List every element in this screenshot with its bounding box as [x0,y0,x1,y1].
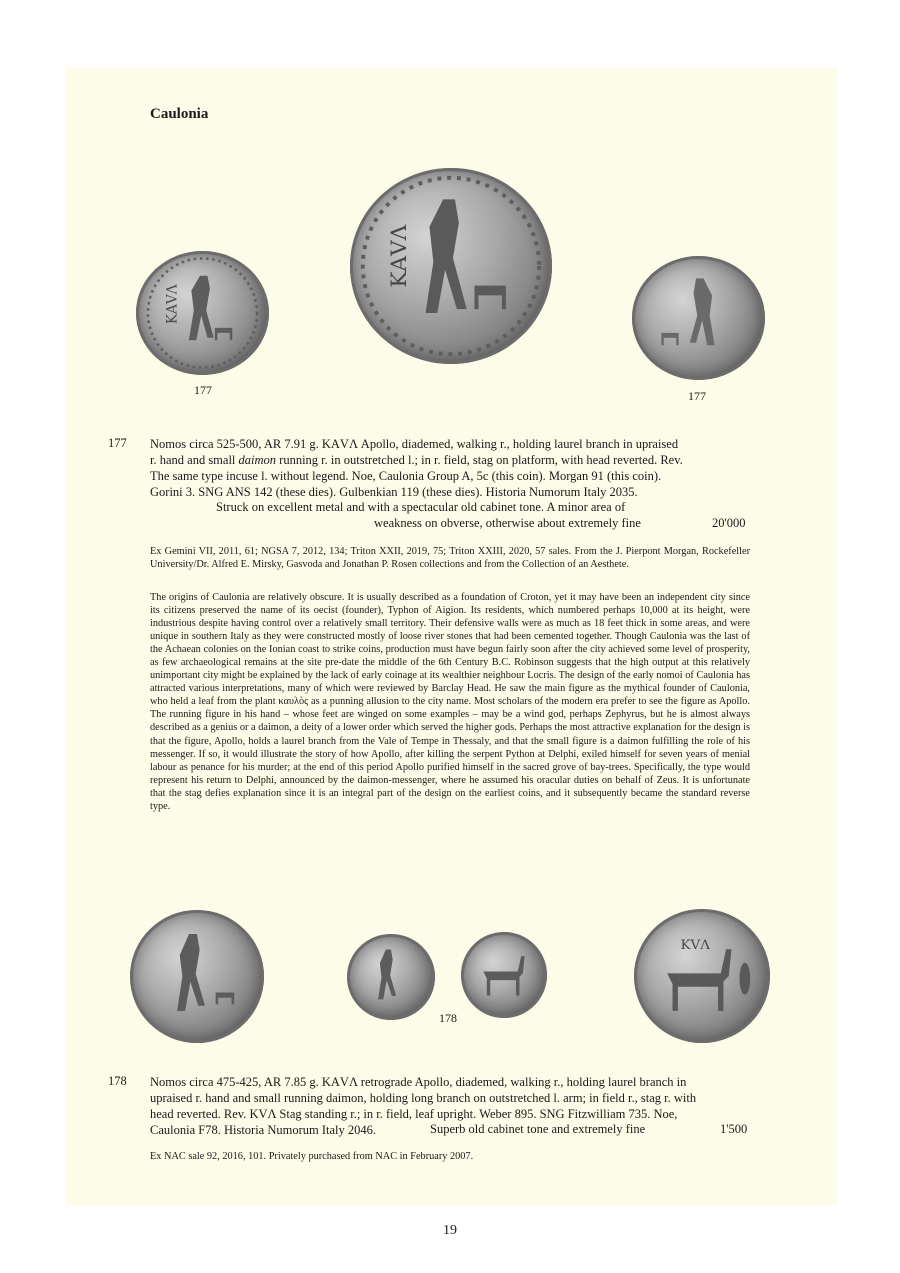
text-run: running r. in outstretched l.; in r. field, stag on platform, with head reverted. Rev. [276,453,683,467]
image-label: 178 [439,1011,457,1025]
coin-177-obverse-large [350,168,552,364]
svg-text:ΚΑVΛ: ΚΑVΛ [386,224,412,288]
description-line: Caulonia F78. Historia Numorum Italy 2046. [150,1123,377,1137]
description-line: upraised r. hand and small running daimon, holding long branch on outstretched l. arm; in field r., stag r. with [150,1091,697,1105]
apollo-figure-icon [347,934,435,1020]
section-heading: Caulonia [150,106,209,122]
description-line: Nomos circa 475-425, AR 7.85 g. ΚΑVΛ retrograde Apollo, diademed, walking r., holding laurel branch in [150,1075,687,1089]
image-label: 177 [688,389,706,403]
apollo-figure-icon [136,251,269,375]
text-run: r. hand and small [150,453,239,467]
grade-line: weakness on obverse, otherwise about extremely fine [374,516,641,530]
description-line: head reverted. Rev. ΚVΛ Stag standing r.; in r. field, leaf upright. Weber 895. SNG Fitzwilliam 735. Noe, [150,1107,678,1121]
coin-178-obverse-large [130,910,264,1043]
svg-text:ΚVΛ: ΚVΛ [680,938,710,954]
lot-number: 178 [108,1074,127,1088]
description-line: The same type incuse l. without legend. Noe, Caulonia Group A, 5c (this coin). Morgan 91 (this coin). [150,469,662,483]
coin-177-reverse [632,256,765,380]
grade-line: Struck on excellent metal and with a spectacular old cabinet tone. A minor area of [216,500,626,514]
lot-number: 177 [108,436,127,450]
stag-icon [634,909,770,1043]
coin-178-obverse-small [347,934,435,1020]
image-label: 177 [194,383,212,397]
incuse-figure-icon [632,256,765,380]
apollo-figure-icon [350,168,552,364]
grade-line: Superb old cabinet tone and extremely fine [430,1122,646,1136]
estimate-price: 1'500 [720,1122,748,1136]
stag-icon [461,932,547,1018]
apollo-figure-icon [130,910,264,1043]
estimate-price: 20'000 [712,516,746,530]
description-line: Nomos circa 525-500, AR 7.91 g. ΚΑVΛ Apollo, diademed, walking r., holding laurel branch in upraised [150,437,679,451]
daimon-italic: daimon [238,453,277,467]
coin-177-obverse-small [136,251,269,375]
coin-178-reverse-large [634,909,770,1043]
provenance: Ex Gemini VII, 2011, 61; NGSA 7, 2012, 134; Triton XXII, 2019, 75; Triton XXIII, 2020, 57 sales. From the J. Pierpont Morgan, Rockefeller University/Dr. Alfred E. Mirsky, Gasvoda and Jonathan P. Rosen collections and from the Collection of an Aesthete. [150,546,750,570]
description-line: Gorini 3. SNG ANS 142 (these dies). Gulbenkian 119 (these dies). Historia Numorum Italy 2035. [150,485,638,499]
provenance: Ex NAC sale 92, 2016, 101. Privately purchased from NAC in February 2007. [150,1151,474,1162]
essay: The origins of Caulonia are relatively obscure. It is usually described as a foundation of Croton, yet it may have been an independent city since its citizens preserved the name of its oecist (founder), Typhon of Aigion. Its residents, which numbered perhaps 10,000 at its height, were industrious despite having control over a relatively small territory. Their defensive walls were as much as 18 feet thick in some areas, and were unique in southern Italy as they were constructed mostly of loose river stones that had been cemented together. Though Caulonia was the last of the Achaean colonies on the Ionian coast to strike coins, production must have begun fairly soon after the city achieved some level of prosperity, as few archaeological remains at the site pre-date the middle of the 6th Century B.C. Robinson suggests that the high output at this relatively unimportant city might be explained by the lack of early coinage at its wealthier neighbour Locris. The design of the early nomoi of Caulonia has attracted various interpretations, many of which were reviewed by Barclay Head. He saw the main figure as the mythical founder of Caulonia, who held a leaf from the plant καυλὸς as a punning allusion to the city name. Most scholars of the modern era prefer to see the figure as Apollo. The running figure in his hand – whose feet are winged on some examples – may be a wind god, perhaps Zephyrus, but he is almost always described as a genius or a daimon, a deity of a lower order which served the higher gods. Perhaps the most attractive explanation for the design is that the figure, Apollo, holds a laurel branch from the Vale of Tempe in Thessaly, and that the small figure is a daimon fulfilling the role of his messenger. If so, it would illustrate the story of how Apollo, after killing the serpent Python at Delphi, exiled himself for seven years of menial labour as penance for his murder; at the end of this period Apollo purified himself in the sacred grove of bay-trees. Specifically, the type would represent his return to Delphi, announced by the daimon-messenger, where he assumed his oracular duties on behalf of Zeus. It is unfortunate that the stag defies explanation since it is an integral part of the design on the earliest coins, and it subsequently became the standard reverse type. [150,592,750,812]
coin-178-reverse-small [461,932,547,1018]
lot-description [150,436,750,500]
page-number: 19 [443,1223,457,1238]
svg-text:ΚΑVΛ: ΚΑVΛ [164,284,181,325]
description-line [150,452,750,468]
